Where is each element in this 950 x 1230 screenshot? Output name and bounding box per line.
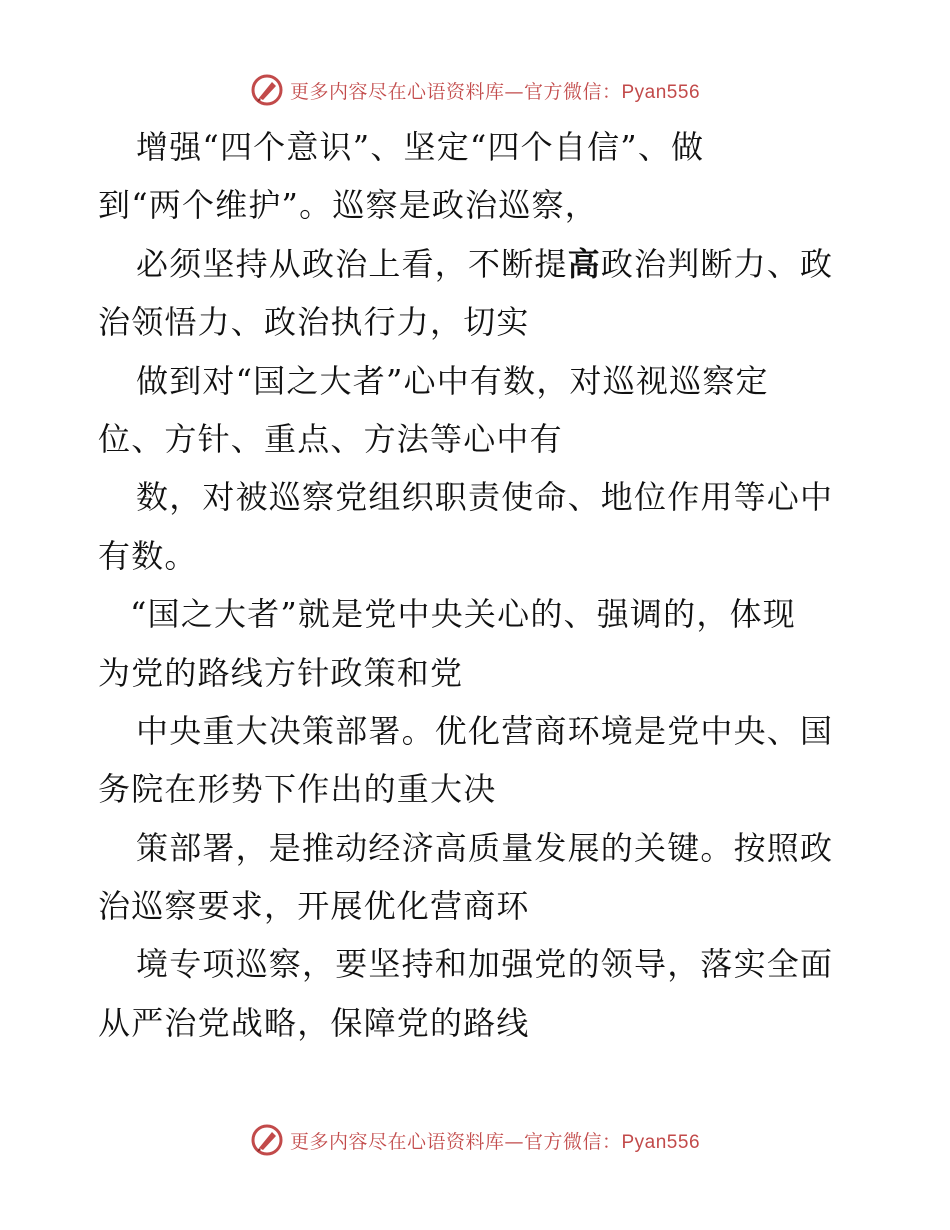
paragraph-line: 做到对“国之大者”心中有数，对巡视巡察定 bbox=[136, 361, 769, 400]
paragraph-line: 数，对被巡察党组织职责使命、地位作用等心中 bbox=[136, 478, 834, 517]
pen-logo-icon bbox=[250, 1123, 284, 1157]
paragraph-line: 到“两个维护”。巡察是政治巡察， bbox=[98, 186, 598, 225]
paragraph-line: 治领悟力、政治执行力，切实 bbox=[98, 303, 530, 342]
paragraph-line: 位、方针、重点、方法等心中有 bbox=[98, 419, 563, 458]
header-watermark bbox=[0, 70, 950, 110]
paragraph-line: 增强“四个意识”、坚定“四个自信”、做 bbox=[136, 128, 705, 166]
document-body bbox=[98, 118, 858, 1052]
paragraph-line: 务院在形势下作出的重大决 bbox=[98, 770, 497, 809]
paragraph-line: 境专项巡察，要坚持和加强党的领导，落实全面 bbox=[136, 945, 834, 984]
watermark-text: 更多内容尽在心语资料库—官方微信：Pyan556 bbox=[289, 1130, 701, 1153]
paragraph-line: 策部署，是推动经济高质量发展的关键。按照政 bbox=[136, 828, 834, 867]
pen-logo-icon bbox=[250, 73, 284, 107]
paragraph-line: 为党的路线方针政策和党 bbox=[98, 653, 464, 692]
bold-character: 高 bbox=[567, 244, 601, 283]
paragraph-line: 必须坚持从政治上看，不断提高政治判断力、政 bbox=[136, 244, 834, 283]
paragraph-line: 有数。 bbox=[98, 536, 198, 575]
watermark-text: 更多内容尽在心语资料库—官方微信：Pyan556 bbox=[289, 80, 701, 103]
paragraph-line: 中央重大决策部署。优化营商环境是党中央、国 bbox=[136, 711, 834, 750]
paragraph-line: 治巡察要求，开展优化营商环 bbox=[98, 887, 530, 926]
paragraph-line: 从严治党战略，保障党的路线 bbox=[98, 1003, 530, 1042]
footer-watermark bbox=[0, 1120, 950, 1160]
paragraph-line: “国之大者”就是党中央关心的、强调的，体现 bbox=[130, 595, 796, 634]
